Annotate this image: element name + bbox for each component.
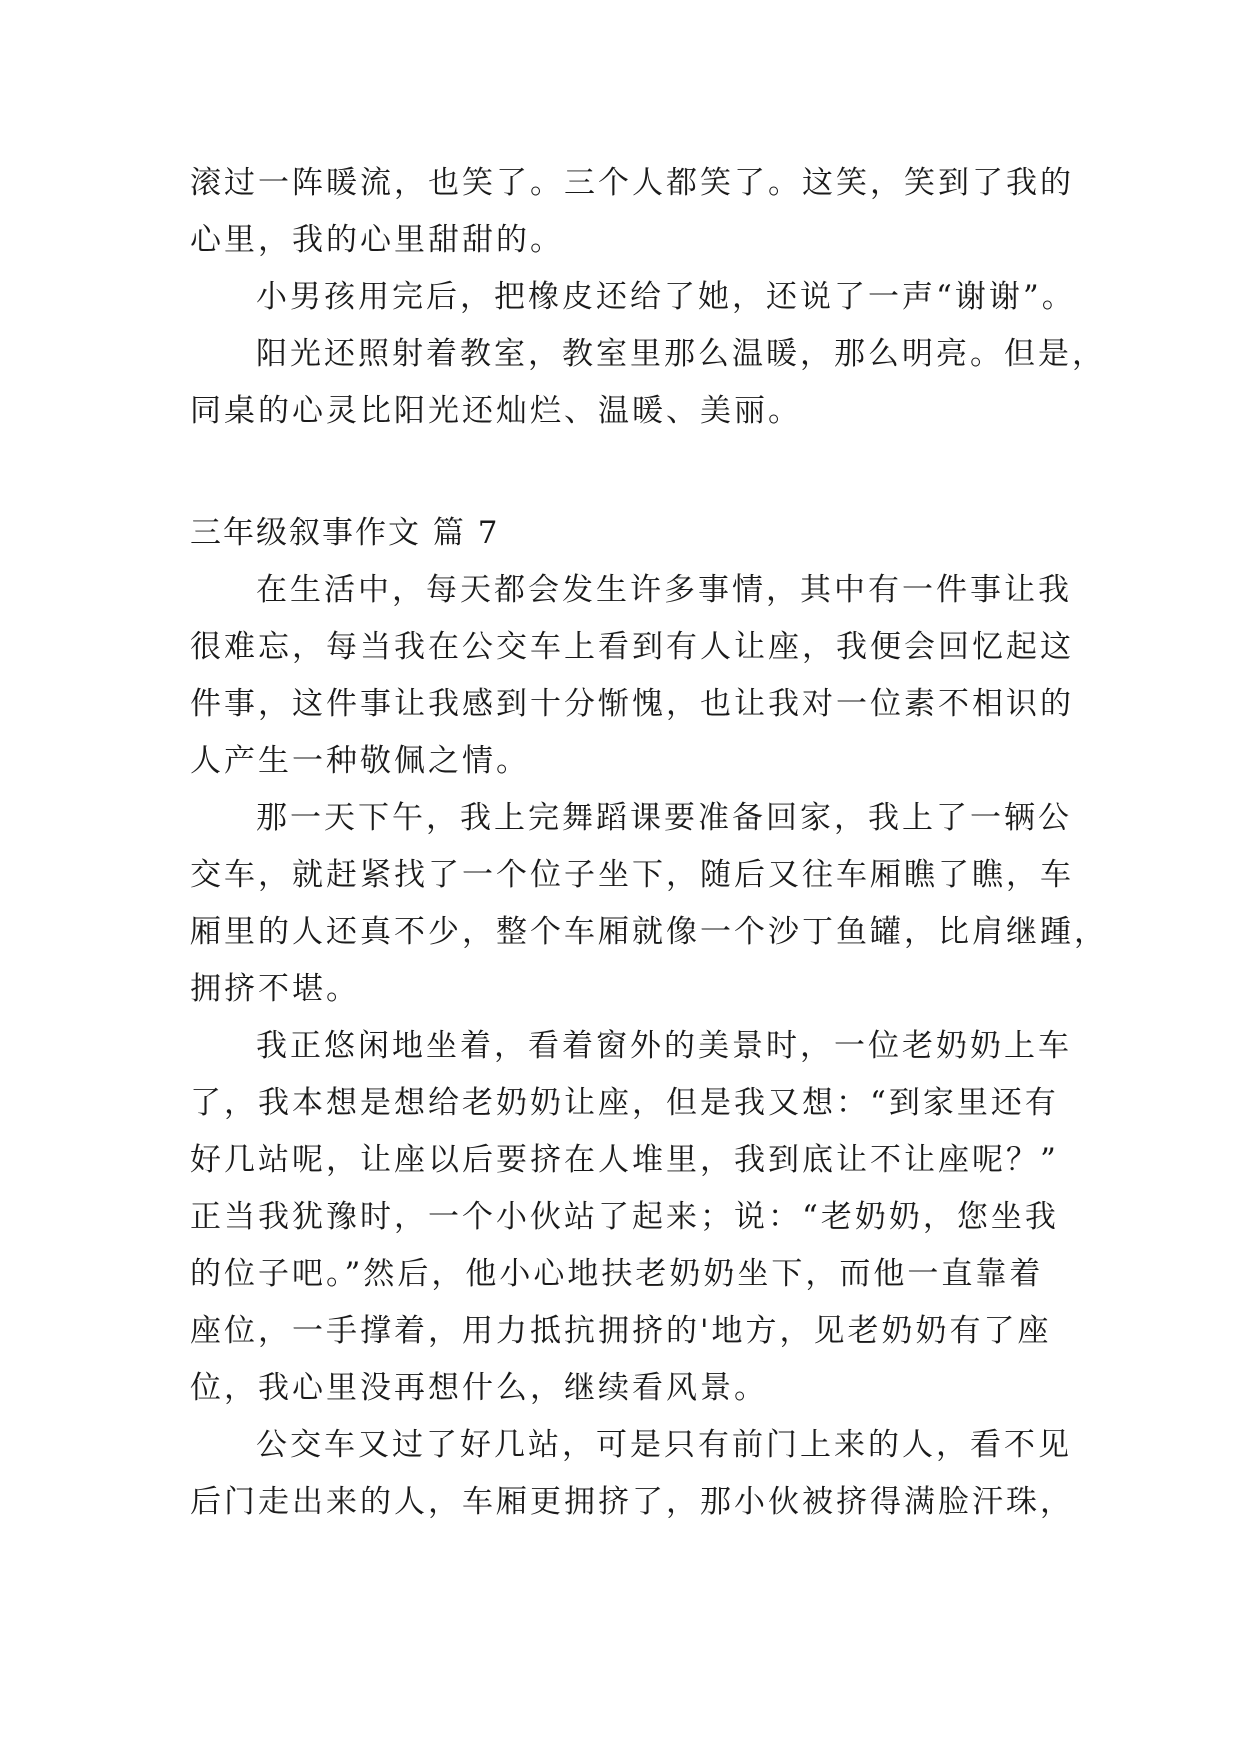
paragraph-line: 座位，一手撑着，用力抵抗拥挤的'地方，见老奶奶有了座	[190, 1313, 1052, 1349]
paragraph-line: 好几站呢，让座以后要挤在人堆里，我到底让不让座呢？”	[190, 1142, 1059, 1178]
paragraph-line: 了，我本想是想给老奶奶让座，但是我又想：“到家里还有	[190, 1085, 1059, 1121]
paragraph-line: 我正悠闲地坐着，看着窗外的美景时，一位老奶奶上车	[256, 1028, 1072, 1064]
paragraph-line: 人产生一种敬佩之情。	[190, 743, 530, 779]
paragraph-line: 公交车又过了好几站，可是只有前门上来的人，看不见	[256, 1427, 1072, 1463]
paragraph-line: 滚过一阵暖流，也笑了。三个人都笑了。这笑，笑到了我的	[190, 165, 1074, 201]
paragraph-line: 心里，我的心里甜甜的。	[190, 222, 564, 258]
document-body	[190, 155, 1108, 1531]
section-heading: 三年级叙事作文 篇 7	[190, 515, 500, 551]
section-gap	[190, 440, 1070, 505]
paragraph-line: 后门走出来的人，车厢更拥挤了，那小伙被挤得满脸汗珠，	[190, 1484, 1074, 1520]
paragraph-line: 的位子吧。”然后，他小心地扶老奶奶坐下，而他一直靠着	[190, 1256, 1044, 1292]
paragraph-line: 厢里的人还真不少，整个车厢就像一个沙丁鱼罐，比肩继踵，	[190, 914, 1108, 950]
paragraph-line: 正当我犹豫时，一个小伙站了起来；说：“老奶奶，您坐我	[190, 1199, 1059, 1235]
paragraph-line: 交车，就赶紧找了一个位子坐下，随后又往车厢瞧了瞧，车	[190, 857, 1074, 893]
paragraph-line: 在生活中，每天都会发生许多事情，其中有一件事让我	[256, 572, 1072, 608]
paragraph-line: 拥挤不堪。	[190, 971, 360, 1007]
paragraph-line: 小男孩用完后，把橡皮还给了她，还说了一声“谢谢”。	[256, 279, 1076, 315]
paragraph-line: 那一天下午，我上完舞蹈课要准备回家，我上了一辆公	[256, 800, 1072, 836]
paragraph-line: 阳光还照射着教室，教室里那么温暖，那么明亮。但是，	[256, 336, 1106, 372]
paragraph-line: 很难忘，每当我在公交车上看到有人让座，我便会回忆起这	[190, 629, 1074, 665]
paragraph-line: 同桌的心灵比阳光还灿烂、温暖、美丽。	[190, 393, 802, 429]
paragraph-line: 件事，这件事让我感到十分惭愧，也让我对一位素不相识的	[190, 686, 1074, 722]
paragraph-line: 位，我心里没再想什么，继续看风景。	[190, 1370, 768, 1406]
